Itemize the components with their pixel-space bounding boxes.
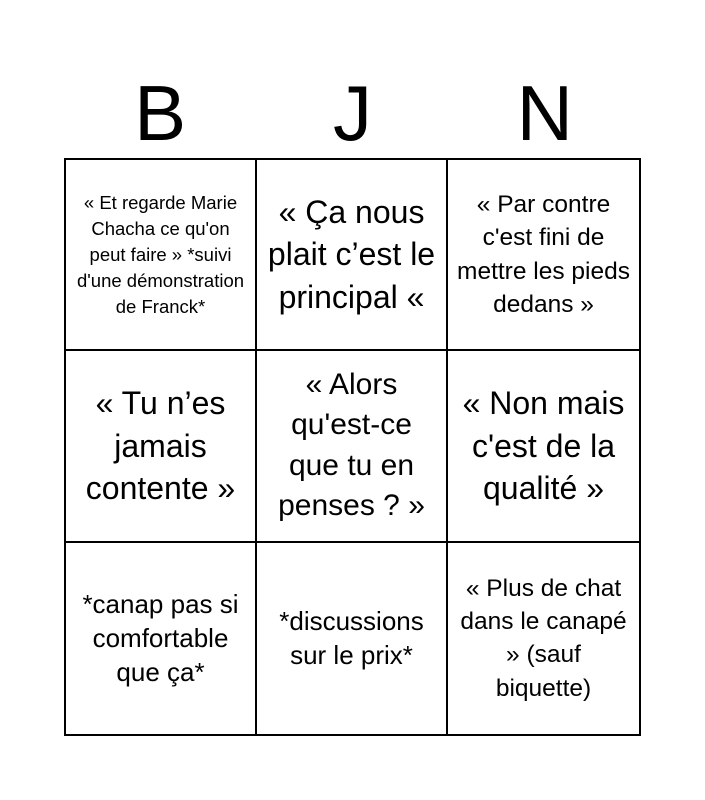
bingo-cell-text: « Et regarde Marie Chacha ce qu'on peut faire » *suivi d'une démonstration de Franck* (76, 191, 245, 317)
header-letter-n: N (516, 69, 573, 157)
bingo-cell[interactable] (257, 351, 448, 542)
bingo-cell[interactable] (257, 543, 448, 734)
header-letter-j: J (332, 69, 372, 157)
bingo-cell[interactable] (448, 351, 639, 542)
bingo-cell-text: « Non mais c'est de la qualité » (462, 385, 625, 507)
bingo-cell[interactable] (257, 160, 448, 351)
bingo-cell-text: « Ça nous plait c’est le principal « (267, 193, 436, 315)
bingo-cell[interactable] (66, 160, 257, 351)
bingo-cell-text: « Plus de chat dans le canapé » (sauf biquette) (460, 574, 627, 702)
bingo-cell-text: « Alors qu'est-ce que tu en penses ? » (278, 367, 425, 523)
bingo-cell-text: « Tu n’es jamais contente » (85, 385, 236, 507)
bingo-cell[interactable] (448, 543, 639, 734)
bingo-cell-text: *discussions sur le prix* (279, 606, 424, 671)
bingo-header (64, 70, 641, 156)
bingo-cell-text: « Par contre c'est fini de mettre les pieds dedans » (457, 191, 630, 318)
bingo-cell[interactable] (66, 351, 257, 542)
bingo-cell[interactable] (448, 160, 639, 351)
bingo-grid (64, 158, 641, 736)
header-letter-b: B (134, 69, 187, 157)
bingo-cell[interactable] (66, 543, 257, 734)
bingo-cell-text: *canap pas si comfortable que ça* (82, 588, 239, 688)
